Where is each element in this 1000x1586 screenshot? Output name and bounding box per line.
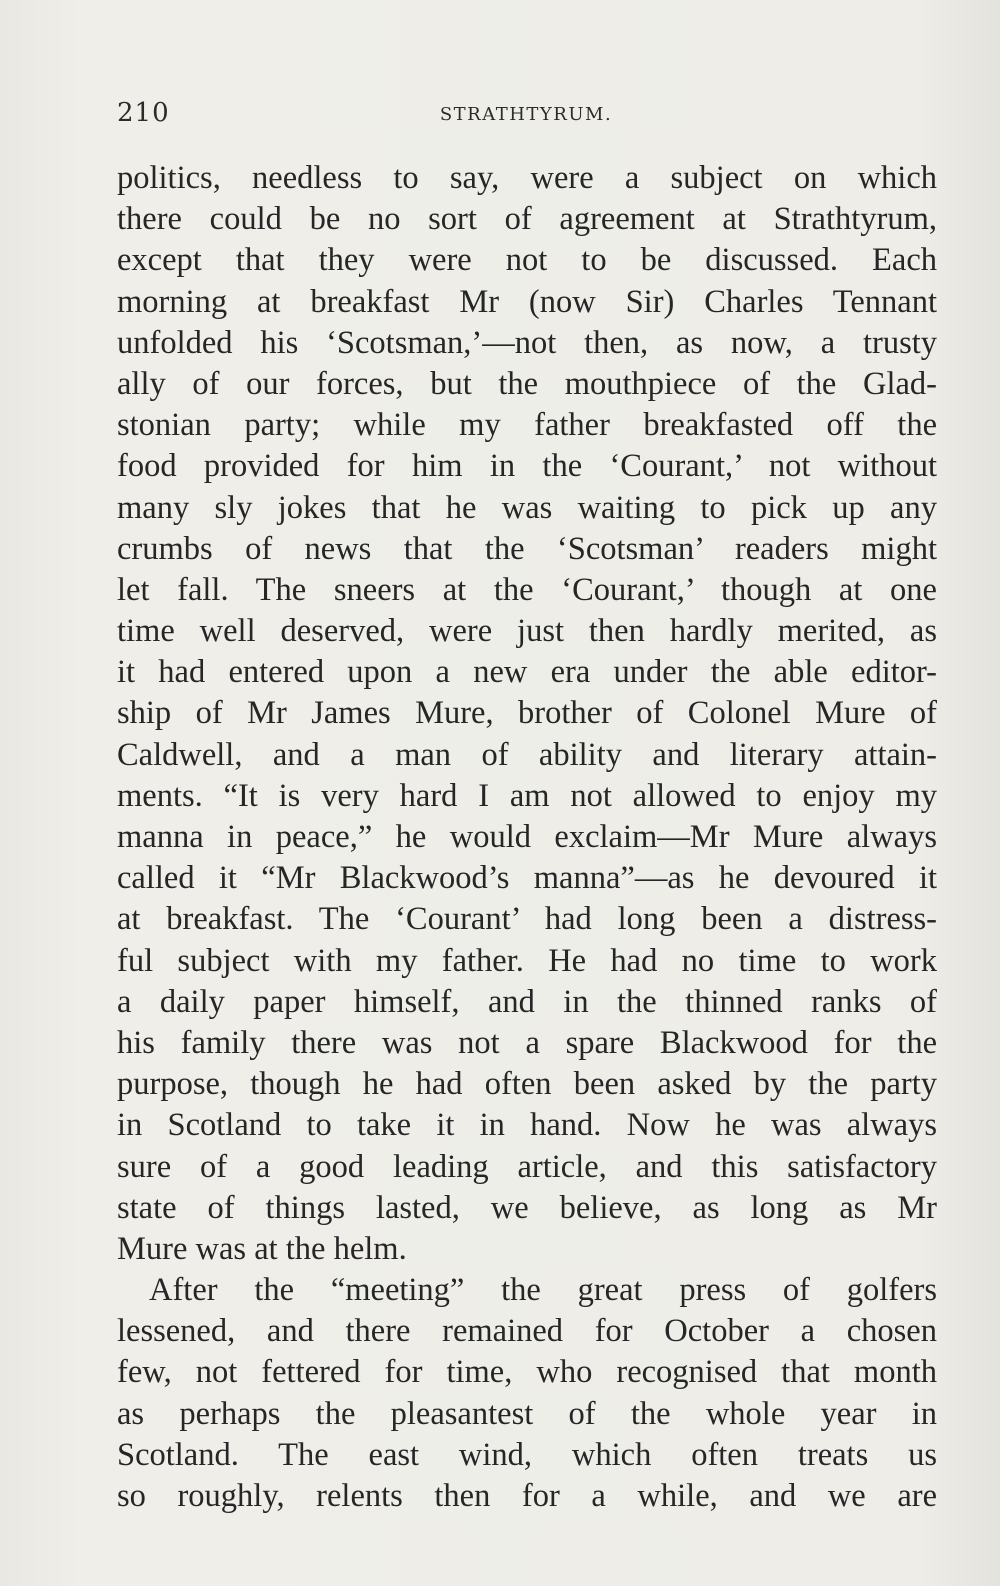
text-line: in Scotland to take it in hand. Now he was always <box>117 1107 937 1144</box>
page-number: 210 <box>117 98 170 128</box>
text-line: few, not fettered for time, who recognised that month <box>117 1354 937 1391</box>
text-line: called it “Mr Blackwood’s manna”—as he devoured it <box>117 860 937 897</box>
text-line: Caldwell, and a man of ability and literary attain- <box>117 736 937 773</box>
text-line: it had entered upon a new era under the able editor- <box>117 654 937 691</box>
text-line: so roughly, relents then for a while, and we are <box>117 1478 937 1514</box>
text-line: purpose, though he had often been asked by the party <box>117 1066 937 1103</box>
text-line: let fall. The sneers at the ‘Courant,’ though at one <box>117 571 937 608</box>
text-line: time well deserved, were just then hardly merited, as <box>117 613 937 650</box>
page-header <box>117 98 935 134</box>
text-line: Scotland. The east wind, which often treats us <box>117 1436 937 1473</box>
text-line: a daily paper himself, and in the thinned ranks of <box>117 983 937 1020</box>
text-line: ally of our forces, but the mouthpiece of the Glad- <box>117 365 937 402</box>
text-line: stonian party; while my father breakfasted off the <box>117 407 937 444</box>
text-line: state of things lasted, we believe, as long as Mr <box>117 1189 937 1226</box>
text-line: morning at breakfast Mr (now Sir) Charles Tennant <box>117 283 937 320</box>
text-line: politics, needless to say, were a subject on which <box>117 160 937 196</box>
paragraph-start-line: After the “meeting” the great press of golfers <box>149 1272 937 1309</box>
body-text <box>117 158 937 1517</box>
text-line: crumbs of news that the ‘Scotsman’ readers might <box>117 530 937 567</box>
paragraph-end-line: Mure was at the helm. <box>117 1230 407 1267</box>
text-line: sure of a good leading article, and this satisfactory <box>117 1148 937 1185</box>
text-line: manna in peace,” he would exclaim—Mr Mure always <box>117 819 937 855</box>
text-line: as perhaps the pleasantest of the whole year in <box>117 1395 937 1432</box>
text-line: at breakfast. The ‘Courant’ had long been a distress- <box>117 901 937 938</box>
text-line: many sly jokes that he was waiting to pick up any <box>117 489 937 526</box>
text-line: there could be no sort of agreement at Strathtyrum, <box>117 201 937 238</box>
text-line: ship of Mr James Mure, brother of Colonel Mure of <box>117 695 937 732</box>
running-head: STRATHTYRUM. <box>439 104 613 125</box>
text-line: his family there was not a spare Blackwood for the <box>117 1024 937 1061</box>
text-line: food provided for him in the ‘Courant,’ not without <box>117 448 937 485</box>
text-line: ments. “It is very hard I am not allowed to enjoy my <box>117 777 937 814</box>
text-line: except that they were not to be discussed. Each <box>117 242 937 279</box>
text-line: lessened, and there remained for October a chosen <box>117 1313 937 1350</box>
text-line: unfolded his ‘Scotsman,’—not then, as now, a trusty <box>117 324 937 361</box>
text-line: ful subject with my father. He had no time to work <box>117 942 937 979</box>
